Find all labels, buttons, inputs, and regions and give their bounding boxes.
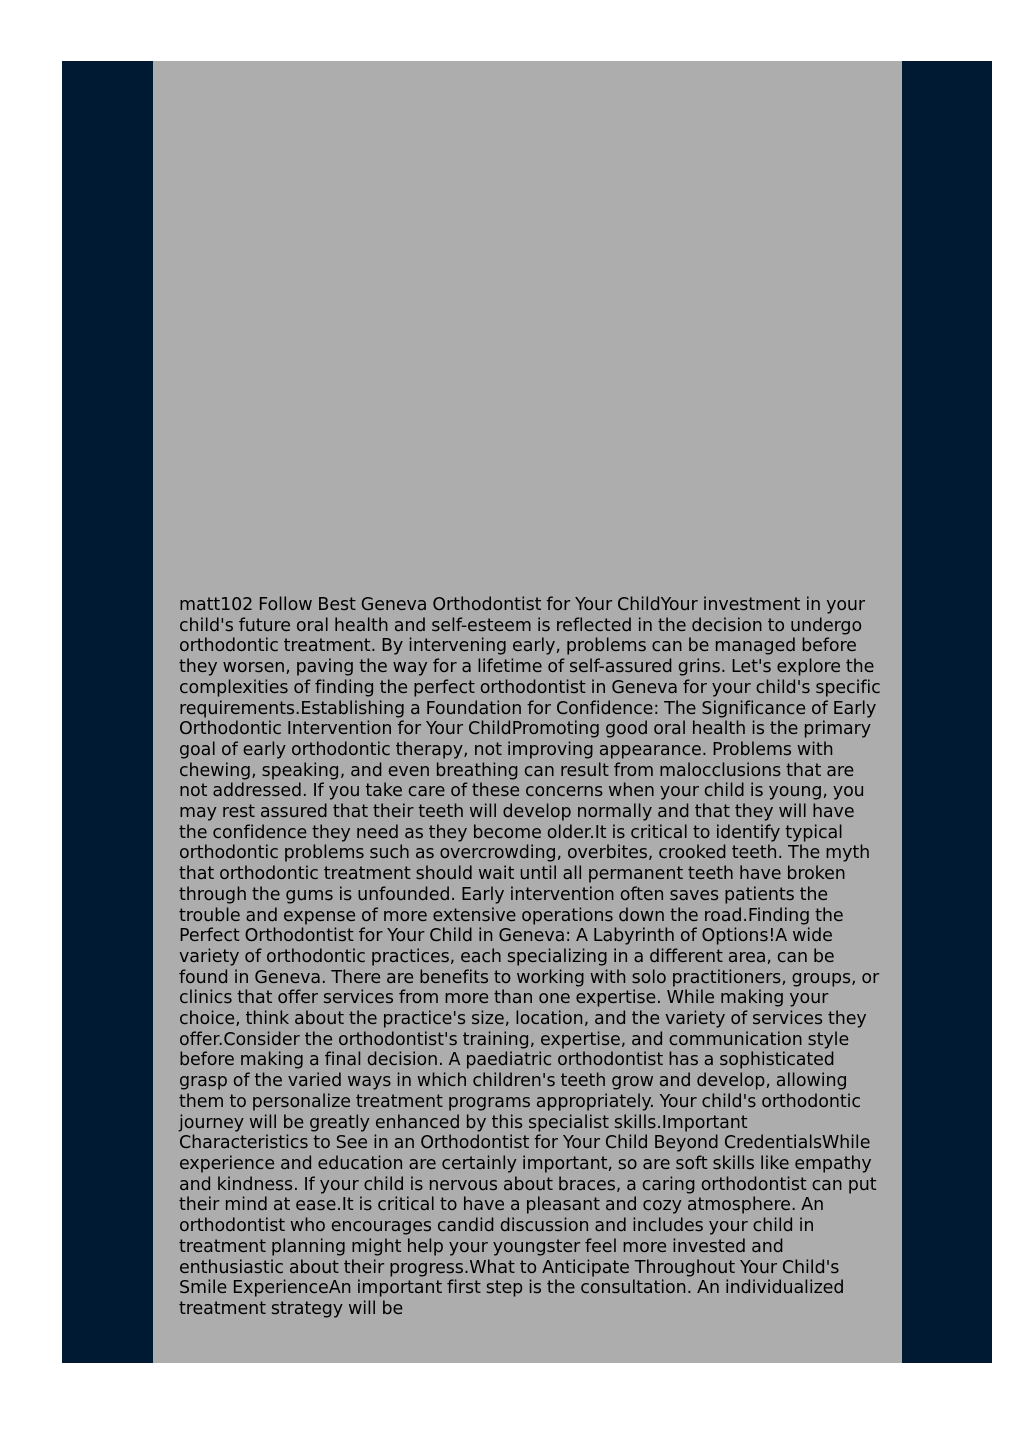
- article-body-text: matt102 Follow Best Geneva Orthodontist for Your ChildYour investment in your child's future oral health and self-esteem is reflected in the decision to undergo orthodontic treatment. By intervening early, problems can be managed before they worsen, paving the way for a lifetime of self-assured grins. Let's explore the complexities of finding the perfect orthodontist in Geneva for your child's specific requirements.Establishing a Foundation for Confidence: The Significance of Early Orthodontic Intervention for Your ChildPromoting good oral health is the primary goal of early orthodontic therapy, not improving appearance. Problems with chewing, speaking, and even breathing can result from malocclusions that are not addressed. If you take care of these concerns when your child is young, you may rest assured that their teeth will develop normally and that they will have the confidence they need as they become older.It is critical to identify typical orthodontic problems such as overcrowding, overbites, crooked teeth. The myth that orthodontic treatment should wait until all permanent teeth have broken through the gums is unfounded. Early intervention often saves patients the trouble and expense of more extensive operations down the road.Finding the Perfect Orthodontist for Your Child in Geneva: A Labyrinth of Options!A wide variety of orthodontic practices, each specializing in a different area, can be found in Geneva. There are benefits to working with solo practitioners, groups, or clinics that offer services from more than one expertise. While making your choice, think about the practice's size, location, and the variety of services they offer.Consider the orthodontist's training, expertise, and communication style before making a final decision. A paediatric orthodontist has a sophisticated grasp of the varied ways in which children's teeth grow and develop, allowing them to personalize treatment programs appropriately. Your child's orthodontic journey will be greatly enhanced by this specialist skills.Important Characteristics to See in an Orthodontist for Your Child Beyond CredentialsWhile experience and education are certainly important, so are soft skills like empathy and kindness. If your child is nervous about braces, a caring orthodontist can put their mind at ease.It is critical to have a pleasant and cozy atmosphere. An orthodontist who encourages candid discussion and includes your child in treatment planning might help your youngster feel more invested and enthusiastic about their progress.What to Anticipate Throughout Your Child's Smile ExperienceAn important first step is the consultation. An individualized treatment strategy will be: [179, 595, 881, 1319]
- document-page: [153, 61, 902, 1363]
- document-frame: [62, 61, 992, 1363]
